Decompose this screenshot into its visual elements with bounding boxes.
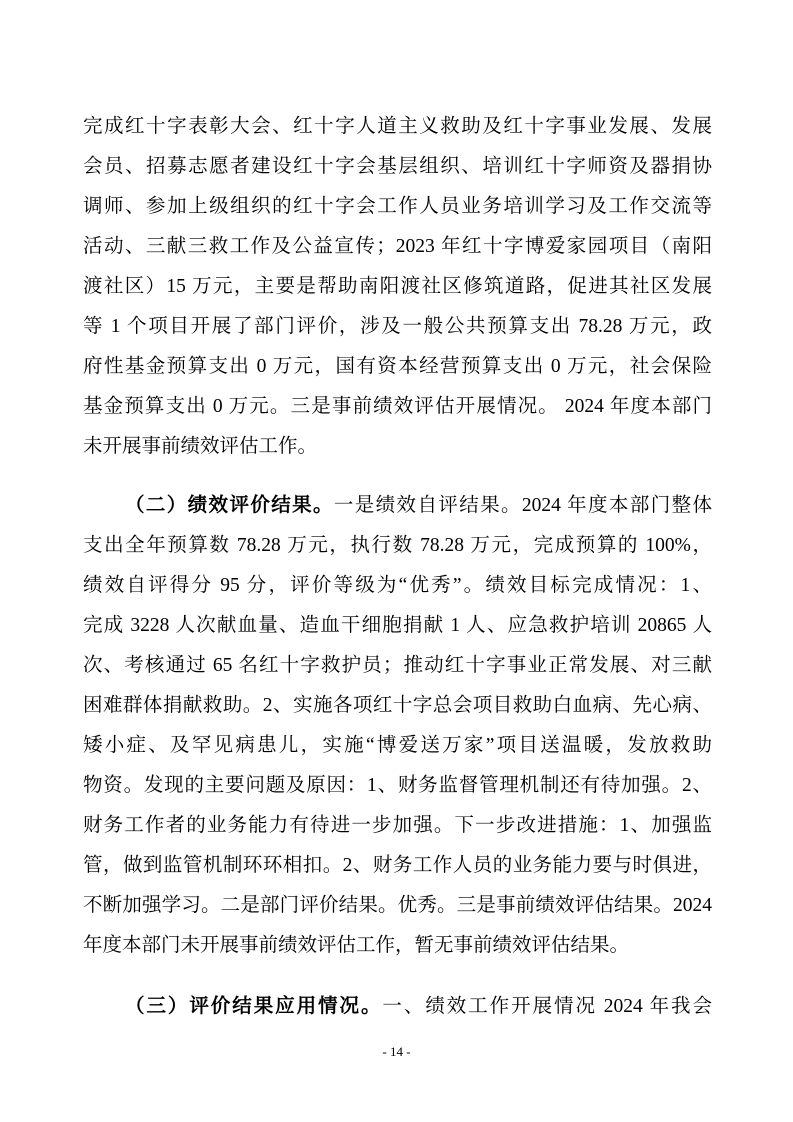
- paragraph-1: [83, 107, 712, 467]
- paragraph-2: [83, 486, 712, 966]
- paragraph-line: 矮小症、及罕见病患儿，实施“博爱送万家”项目送温暖，发放救助: [83, 735, 712, 756]
- paragraph-line: 府性基金预算支出 0 万元，国有资本经营预算支出 0 万元，社会保险: [83, 356, 712, 377]
- paragraph-line: 绩效自评得分 95 分，评价等级为“优秀”。绩效目标完成情况：1、: [83, 575, 712, 596]
- paragraph-line: 管，做到监管机制环环相扣。2、财务工作人员的业务能力要与时俱进，: [83, 855, 712, 876]
- paragraph-line: 活动、三献三救工作及公益宣传；2023 年红十字博爱家园项目（南阳: [83, 236, 712, 257]
- paragraph-line: 完成 3228 人次献血量、造血干细胞捐献 1 人、应急救护培训 20865 人: [83, 615, 712, 636]
- paragraph-line: 渡社区）15 万元，主要是帮助南阳渡社区修筑道路，促进其社区发展: [83, 276, 712, 297]
- paragraph-line: 年度本部门未开展事前绩效评估工作，暂无事前绩效评估结果。: [83, 935, 630, 956]
- paragraph-line: 调师、参加上级组织的红十字会工作人员业务培训学习及工作交流等: [83, 196, 712, 217]
- paragraph-text: 一、绩效工作开展情况 2024 年我会: [382, 996, 712, 1017]
- paragraph-line: 次、考核通过 65 名红十字救护员；推动红十字事业正常发展、对三献: [83, 655, 712, 676]
- paragraph-3: [83, 987, 712, 1027]
- paragraph-line: 困难群体捐献救助。2、实施各项红十字总会项目救助白血病、先心病、: [83, 695, 712, 716]
- paragraph-line: 基金预算支出 0 万元。三是事前绩效评估开展情况。 2024 年度本部门: [83, 396, 712, 417]
- paragraph-line: 不断加强学习。二是部门评价结果。优秀。三是事前绩效评估结果。2024: [83, 895, 712, 916]
- paragraph-line: 未开展事前绩效评估工作。: [83, 436, 318, 457]
- page-number: - 14 -: [382, 1044, 411, 1059]
- paragraph-line: 财务工作者的业务能力有待进一步加强。下一步改进措施：1、加强监: [83, 815, 712, 836]
- paragraph-line: 等 1 个项目开展了部门评价，涉及一般公共预算支出 78.28 万元，政: [83, 316, 712, 337]
- paragraph-first-line: [83, 987, 712, 1027]
- section-heading: （二）绩效评价结果。: [125, 495, 334, 516]
- paragraph-first-line: [83, 486, 712, 526]
- paragraph-line: 物资。发现的主要问题及原因：1、财务监督管理机制还有待加强。2、: [83, 775, 712, 796]
- paragraph-text: 一是绩效自评结果。2024 年度本部门整体: [333, 495, 712, 516]
- section-heading: （三）评价结果应用情况。: [125, 996, 383, 1017]
- paragraph-line: 会员、招募志愿者建设红十字会基层组织、培训红十字师资及器捐协: [83, 156, 712, 177]
- paragraph-line: 支出全年预算数 78.28 万元，执行数 78.28 万元，完成预算的 100%，: [83, 535, 712, 556]
- paragraph-line: 完成红十字表彰大会、红十字人道主义救助及红十字事业发展、发展: [83, 116, 712, 137]
